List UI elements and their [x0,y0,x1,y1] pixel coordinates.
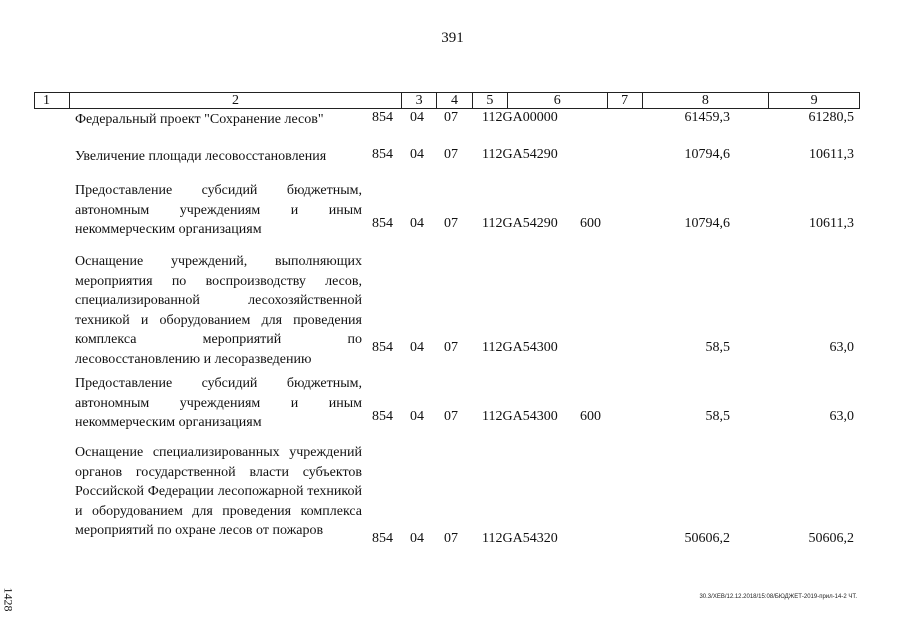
row-grbs: 854 [372,409,393,424]
row-podrazdel: 07 [444,110,458,125]
row-razdel: 04 [410,409,424,424]
row-razdel: 04 [410,216,424,231]
header-cell-9: 9 [810,92,818,108]
row-sum-8: 58,5 [705,340,730,355]
row-sum-8: 50606,2 [684,531,730,546]
row-sum-9: 63,0 [829,409,854,424]
row-grbs: 854 [372,340,393,355]
row-grbs: 854 [372,147,393,162]
row-target-article: 112GA54290 [482,216,558,231]
row-razdel: 04 [410,340,424,355]
row-grbs: 854 [372,531,393,546]
header-cell-2: 2 [70,93,402,108]
row-sum-8: 61459,3 [684,110,730,125]
row-podrazdel: 07 [444,409,458,424]
header-cell-1: 1 [35,93,70,108]
row-razdel: 04 [410,531,424,546]
row-description: Предоставление субсидий бюджетным, автономным учреждениям и иным некоммерческим организациям [75,183,362,237]
page-number: 391 [441,30,464,46]
row-description: Оснащение учреждений, выполняющих мероприятия по воспроизводству лесов, специализированной лесохозяйственной техникой и оборудованием для проведения комплекса мероприятий по лесовосстановлению и лесоразведению [75,254,362,367]
row-sum-8: 10794,6 [684,147,730,162]
header-cell-7: 7 [608,93,643,108]
header-cell-4: 4 [437,93,473,108]
row-sum-8: 58,5 [705,409,730,424]
row-podrazdel: 07 [444,531,458,546]
row-target-article: 112GA54320 [482,531,558,546]
row-sum-9: 63,0 [829,340,854,355]
row-expense-type: 600 [580,216,601,231]
row-razdel: 04 [410,147,424,162]
header-cell-6: 6 [508,93,608,108]
row-target-article: 112GA00000 [482,110,558,125]
row-description: Увеличение площади лесовосстановления [75,149,327,164]
header-cell-8: 8 [643,93,770,108]
row-sum-9: 10611,3 [809,147,854,162]
row-podrazdel: 07 [444,147,458,162]
row-description: Оснащение специализированных учреждений органов государственной власти субъектов Российской Федерации лесопожарной техникой и оборудованием для проведения комплекса мероприятий по охране лесов от пожаров [75,445,362,538]
row-description: Федеральный проект "Сохранение лесов" [75,112,324,127]
row-target-article: 112GA54300 [482,409,558,424]
row-sum-9: 50606,2 [808,531,854,546]
table-header [34,92,860,109]
header-cell-3: 3 [402,93,437,108]
row-podrazdel: 07 [444,216,458,231]
row-razdel: 04 [410,110,424,125]
row-sum-9: 10611,3 [809,216,854,231]
row-grbs: 854 [372,110,393,125]
row-sum-9: 61280,5 [808,110,854,125]
header-cell-5: 5 [473,93,508,108]
row-target-article: 112GA54300 [482,340,558,355]
row-description: Предоставление субсидий бюджетным, автономным учреждениям и иным некоммерческим организациям [75,376,362,430]
row-grbs: 854 [372,216,393,231]
row-podrazdel: 07 [444,340,458,355]
row-expense-type: 600 [580,409,601,424]
row-target-article: 112GA54290 [482,147,558,162]
side-page-number: 1428 [1,587,16,612]
footer-code: 30.3/XEB/12.12.2018/15:08/БЮДЖЕТ-2019-прил-14-2 ЧТ. [699,594,857,600]
row-sum-8: 10794,6 [684,216,730,231]
